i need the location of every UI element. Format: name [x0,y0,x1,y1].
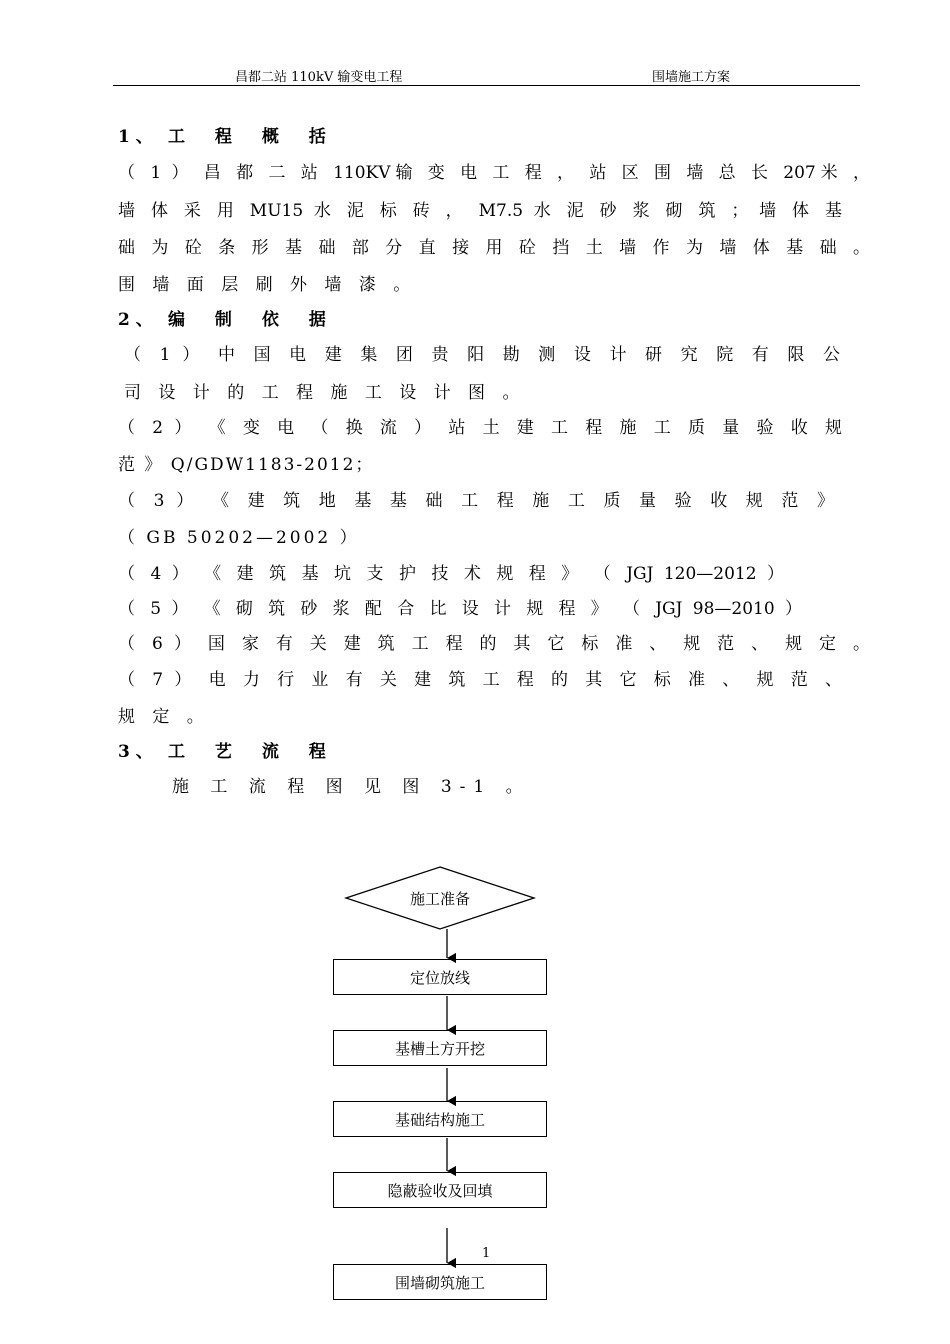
flowchart-step-2 [333,1030,547,1066]
text-line: 规 定 。 [118,707,210,727]
flowchart-step-label: 定位放线 [409,968,470,987]
text-line: （ 4 ） 《 建 筑 基 坑 支 护 技 术 规 程 》 （ JGJ 120—2012 ） [118,564,784,584]
flowchart-reference-text: 施 工 流 程 图 见 图 3-1 。 [172,777,531,797]
flowchart-start [346,867,534,929]
flowchart-step-label: 基础结构施工 [394,1110,485,1129]
text-line: （ 1 ） 中 国 电 建 集 团 贵 阳 勘 测 设 计 研 究 院 有 限 公 [124,345,840,365]
text-line: 围 墙 面 层 刷 外 墙 漆 。 [118,275,417,295]
flowchart-step-4 [333,1172,547,1208]
section-title: 工 艺 流 程 [168,742,338,762]
text-line: 墙 体 采 用 MU15 水 泥 标 砖 ， M7.5 水 泥 砂 浆 砌 筑 ； 墙 体 基 [118,201,842,221]
text-line: （ 1 ） 昌 都 二 站 110KV输 变 电 工 程 ， 站 区 围 墙 总 长 207米 ， [118,163,870,183]
text-line: （ GB 50202—2002 ） [118,528,360,548]
text-line: （ 6 ） 国 家 有 关 建 筑 工 程 的 其 它 标 准 、 规 范 、 规 定 。 [118,634,870,654]
header-project-title: 昌都二站 110kV 输变电工程 [235,70,403,85]
section-number: 1 、 [118,127,153,147]
flowchart-step-3 [333,1101,547,1137]
text-line: 范 》 Q/GDW1183-2012； [118,455,375,475]
header-document-title: 围墙施工方案 [652,70,731,85]
flowchart-step-1 [333,959,547,995]
flowchart-step-label: 隐蔽验收及回填 [387,1181,493,1200]
page-number: 1 [482,1246,491,1261]
flowchart-start-label: 施工准备 [409,889,470,908]
flowchart-step-label: 围墙砌筑施工 [394,1273,485,1292]
section-title: 工 程 概 括 [168,127,338,147]
section-number: 2 、 [118,310,153,330]
section-title: 编 制 依 据 [168,310,338,330]
flowchart-step-5 [333,1264,547,1300]
flowchart-step-label: 基槽土方开挖 [394,1039,485,1058]
text-line: 础 为 砼 条 形 基 础 部 分 直 接 用 砼 挡 土 墙 作 为 墙 体 基 础 。 [118,238,870,258]
text-line: （ 5 ） 《 砌 筑 砂 浆 配 合 比 设 计 规 程 》 （ JGJ 98—2010 ） [118,599,802,619]
section-number: 3 、 [118,742,153,762]
text-line: 司 设 计 的 工 程 施 工 设 计 图 。 [124,383,526,403]
text-line: （ 7 ） 电 力 行 业 有 关 建 筑 工 程 的 其 它 标 准 、 规 范 、 [118,670,842,690]
text-line: （ 2 ） 《 变 电 （ 换 流 ） 站 土 建 工 程 施 工 质 量 验 收 规 [118,418,842,438]
text-line: （ 3 ） 《 建 筑 地 基 基 础 工 程 施 工 质 量 验 收 规 范 》 [118,491,834,511]
